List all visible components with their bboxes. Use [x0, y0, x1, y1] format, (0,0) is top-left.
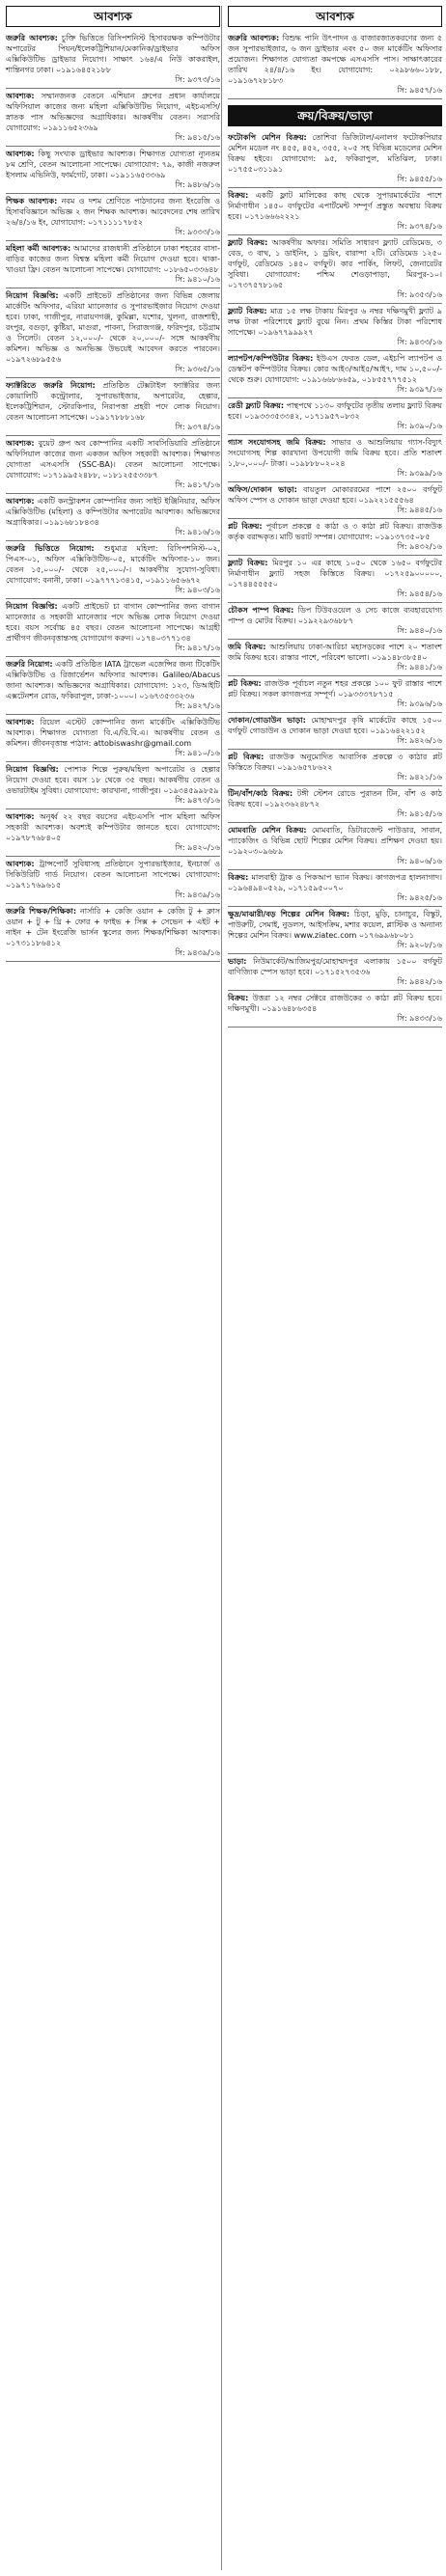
classified-ad	[6, 147, 220, 194]
ad-title: জরুরি শিক্ষক/শিক্ষিকা:	[6, 907, 77, 916]
classified-ad	[6, 715, 220, 762]
ad-body: অনূর্ধ্ব ২২ বছর বয়সের এইচএসসি পাস মহিলা অফিস সহকারী আবশ্যক। অবশ্যই কম্পিউটার জানতে হবে। যোগাযোগ: ০১৯৭৮৭৬৮৪০৫	[6, 812, 220, 842]
ad-reference: সি: ৯৪০৩/১৬	[175, 586, 220, 594]
classified-ad	[6, 89, 220, 147]
ad-reference: সি: ৯৪২৫/১৬	[397, 893, 442, 902]
classified-ad	[228, 398, 442, 435]
ad-reference: সি: ৯৩৭৩/১৬	[175, 75, 220, 84]
ad-title: বিক্রয়:	[228, 191, 249, 200]
ad-title: ফ্ল্যাট বিক্রয়:	[228, 238, 268, 247]
ad-body: সাভার ও আশুলিয়ায় গ্যাস-বিদ্যুৎ সংযোগসহ শিল্প কারখানা উপযোগী জমি বিক্রয় হবে। প্রতি শতাংশ ১,৮০,০০০/- টাকা। ০১৯৮৮৮০২০২৪	[228, 438, 442, 468]
ad-reference: সি: ৯৪৩৯/১৬	[175, 948, 220, 957]
classified-ad	[228, 31, 442, 99]
ad-body: কিছু সংখ্যক ড্রাইভার আবশ্যক। শিক্ষাগত যোগ্যতা ন্যূনতম ৮ম শ্রেণি, বেতন আলোচনা সাপেক্ষে। যোগাযোগ: ৭৯, কাজী নজরুল ইসলাম এভিনিউ, ফার্মগেট, ঢাকা। ০১৯১১৬৫৩৩৬৯	[6, 150, 220, 179]
ad-body: উত্তরা ১২ নম্বর সেক্টরে রাজউকের ৩ কাঠা প্লট বিক্রয় হবে। দক্ষিণমুখী। ০১৯১৬৪৮৬৩৫৪	[228, 994, 443, 1013]
column-divider	[221, 6, 222, 2570]
classified-ad	[228, 188, 442, 235]
ad-reference: সি: ৯৪১০/১৬	[175, 749, 220, 757]
classified-ad	[228, 870, 442, 907]
ad-reference: সি: ৯৪৫৭/১৬	[397, 86, 442, 95]
classified-ad	[228, 603, 442, 640]
ad-body: একটি কনস্ট্রাকশন কোম্পানির জন্য সাইট ইঞ্জিনিয়ার, অফিস এক্সিকিউটিভ (মহিলা) ও কম্পিউটার অপারেটর আবশ্যক। অভিজ্ঞদের অগ্রাধিকার। ০১৯১৬৮১৮৪৩৪	[6, 497, 221, 527]
ad-body: নার্সারি + কেজি ওয়ান + কেজি টু + ক্লাস ওয়ান + টু + থ্রি + ফোর + ফাইভ + সিক্স + সেভেন + এইট + নাইন + টেন ইংরেজি ভার্সন স্কুলের জন্য শিক্ষক/শিক্ষিকা আবশ্যক। ০১৭৩১১৮৬৪১২	[6, 907, 221, 947]
ad-title: আবশ্যক:	[6, 812, 35, 821]
ad-reference: সি: ৯৪১৫/১৬	[175, 133, 220, 142]
ad-reference: সি: ৯৪৪৫/১৬	[397, 506, 442, 514]
section-header-wanted-right: আবশ্যক	[228, 6, 442, 27]
right-column	[228, 6, 442, 1028]
ad-title: চৌকস পাম্প বিক্রয়:	[228, 606, 294, 615]
ad-title: ল্যাপটপ/কম্পিউটার বিক্রয়:	[228, 354, 314, 363]
classified-ad	[228, 556, 442, 603]
ad-title: জরুরি আবশ্যক:	[228, 34, 280, 42]
classified-ad	[6, 541, 220, 599]
ad-title: ফ্ল্যাট বিক্রয়:	[228, 559, 268, 567]
ad-title: আবশ্যক:	[6, 860, 35, 868]
ad-body: আশুলিয়ায় ঢাকা-আরিচা মহাসড়কের পাশে ২০ শতাংশ জমি বিক্রয় হবে। রাস্তার পাশে, পরিবেশ ভালো। ০১৯১৪৮৩৮৫৪০	[228, 643, 442, 662]
classified-ad	[228, 991, 442, 1028]
ad-reference: সি: ৯৪৫৫/১৬	[397, 175, 442, 183]
ad-body: সম্মানজনক বেতনে এশিয়ান গ্রুপের প্রধান কার্যালয়ে অফিসিয়াল কাজের জন্য মহিলা এক্সিকিউটিভ নিয়োগ, এইচএসসি/স্নাতক পাস অভিজ্ঞদের অগ্রাধিকার। আকর্ষণীয় বেতন। সরাসরি যোগাযোগ: ০১৯১১৬৫২৩৬৯	[6, 92, 220, 132]
ad-reference: সি: ৯৪৪১/১৬	[397, 663, 442, 671]
ad-title: আবশ্যক:	[6, 497, 35, 506]
ad-title: গ্যাস সংযোগসহ জমি বিক্রয়:	[228, 438, 326, 447]
ad-title: প্লট বিক্রয়:	[228, 522, 263, 531]
ad-body: রাজউক অনুমোদিত আবাসিক প্রকল্পে ৩ কাঠার প্লট কিস্তিতে বিক্রয়। ০১৯১৬৫৭৮৬২২	[228, 753, 442, 772]
ad-reference: সি: ৯৪৪০/১৬	[397, 626, 442, 635]
ad-title: আবশ্যক:	[6, 439, 35, 448]
classified-ad	[228, 304, 442, 351]
ad-title: আবশ্যক:	[6, 718, 35, 726]
classified-ad	[228, 519, 442, 556]
ad-reference: সি: ৯৪২৭/১৬	[175, 701, 220, 710]
ad-body: শুধুমাত্র মহিলা: রিসিপশনিস্ট-০২, পিএস-০১, অফিস এক্সিকিউটিভ-০৫, মার্কেটিং অফিসার-১০ জন। বেতন ১৫,০০০/- থেকে ২৫,০০০/-। আকর্ষণীয় সুযোগ-সুবিধা। যোগাযোগ: বনানী, ঢাকা। ০১৯৭৭৭১৩৪১৫, ০১৯১১৬৫৬৬৭২	[6, 544, 221, 585]
ad-reference: সি: ৯৪২১/১৬	[397, 773, 442, 781]
ad-reference: সি: ৯৩৯৯/১৬	[397, 469, 442, 478]
ad-title: ফটোকপি মেশিন বিক্রয়:	[228, 133, 307, 142]
ad-reference: সি: ৯৪১৭/১৬	[175, 644, 220, 652]
classified-ad	[228, 482, 442, 519]
classified-ad	[6, 288, 220, 378]
classified-ad	[228, 640, 442, 676]
ad-body: চিড়া, মুড়ি, চানাচুর, বিস্কুট, পাউরুটি, সেমাই, নুডলস, আইসক্রিম, মশার কয়েল, প্লাস্টিক ও অন্যান্য শিল্পের মেশিন বিক্রয়। www.ziatec.com ০১৭৬৯৯৬৮০৮১	[228, 910, 442, 940]
classified-ad	[228, 786, 442, 823]
ad-reference: সি: ৯২০৮/১৬	[397, 941, 442, 949]
ad-reference: সি: ৯৩৯৬/১৬	[397, 699, 442, 708]
ad-reference: সি: ৯৩৭৪/১৬	[397, 222, 442, 231]
ad-title: আবশ্যক:	[6, 92, 35, 100]
ad-body: মাত্র ১৫ লক্ষ টাকায় মিরপুর ৬ নম্বর দক্ষিণমুখী ফ্ল্যাট ৯ লক্ষ টাকা পরিশোধে ফ্ল্যাট বুঝে নিন। প্রথম কিস্তির টাকা পরিশোধ সাপেক্ষে। ০১৯৬৭৭৯৯৯২৭	[228, 307, 442, 337]
ad-body: তোশিবা ডিজিটাল/এনালগ ফটোকপিয়ার মেশিন মডেল নং ৪৫৫, ৪৫২, ৩৫৫, ২০৫ সহ বিভিন্ন মডেলের মেশিন বিক্রয় হইবে। যোগাযোগ: ৯৫, ফকিরাপুল, মতিঝিল, ঢাকা। ০১৭৫৫০৩১১৯১	[228, 133, 442, 174]
ad-title: জরুরি ভিত্তিতে নিয়োগ:	[6, 544, 95, 553]
classified-ad	[228, 907, 442, 954]
ad-reference: সি: ৯৪১৫/১৬	[397, 809, 442, 818]
ad-body: একটি প্রাইভেট প্রতিষ্ঠানের জন্য বিভিন্ন জেলায় মার্কেটিং অফিসার, এরিয়া ম্যানেজার ও সুপারভাইজার নিয়োগ দেওয়া হবে। ঢাকা, গাজীপুর, নারায়ণগঞ্জ, কুমিল্লা, যশোর, খুলনা, রাজশাহী, রংপুর, বগুড়া, কুষ্টিয়া, মাগুরা, পাবনা, সিরাজগঞ্জ, ফরিদপুর, চট্টগ্রাম ও সিলেট। বেতন ১২,০০০/- থেকে ২০,০০০/- সঙ্গে আকর্ষণীয় কমিশন। অভিজ্ঞ ও অনভিজ্ঞ উভয়েই আবেদন করতে পারবেন। ০১৯৭২৬৮৯৫৫৬	[6, 291, 220, 364]
ad-title: আবশ্যক:	[6, 150, 35, 158]
ad-reference: সি: ৯৪২০/১৬	[175, 843, 220, 852]
ad-body: বিশুদ্ধ পানি উৎপাদন ও বাজারজাতকরণের জন্য ৫ জন সুপারভাইজার, ৬ জন ড্রাইভার এবং ৫০ জন মার্কেটিং অফিসার প্রয়োজন। শিক্ষাগত যোগ্যতা কমপক্ষে এসএসসি পাস। সাক্ষাৎকারের তারিখ ২৪/৪/১৬ ইং। যোগাযোগ: ০২৯৮৬৬০১৮৮, ০১৯১৬৭২৮১৮৩	[228, 34, 443, 85]
ad-body: একটি প্রতিষ্ঠিত IATA ট্রাভেল এজেন্সির জন্য টিকেটিং এক্সিকিউটিভ ও রিজার্ভেশন অফিসার আবশ্যক। Galileo/Abacus জানা আবশ্যক। অভিজ্ঞদের অগ্রাধিকার। যোগাযোগ: ১২৩, ডিআইটি এক্সটেনশন রোড, ফকিরাপুল, ঢাকা-১০০০। ০১৬৭৩৫৩৩২৩৬	[6, 660, 220, 700]
ad-body: রাজউক পূর্বাচল নতুন শহর প্রকল্পে ১০০ ফুট রাস্তার পাশে প্লট বিক্রয়। সকল কাগজপত্র সম্পূর্ণ। ০১৯৩৩৩৭৮৭১৫	[228, 679, 442, 699]
ad-reference: সি: ৯৩৯০/১৬	[397, 422, 442, 430]
ad-reference: সি: ৯৩৯৭/১৬	[397, 385, 442, 394]
ad-title: নিয়োগ বিজ্ঞপ্তি:	[6, 602, 58, 611]
ad-body: চুক্তি ভিত্তিতে রিসিপশনিস্ট হিসাবরক্ষক কম্পিউটার অপারেটর পিয়ন/ইলেকট্রিশিয়ান/মেকানিক/ড্রাইভার অফিস এক্সিকিউটিভ ড্রাইভার নিয়োগ। সাক্ষাৎ ১৬৪/এ নিউ কাকরাইল, শান্তিনগর ঢাকা। ০১৯১৬৪৫২১৮৮	[6, 34, 221, 74]
ad-body: নিউমার্কেট/আজিমপুর/মোহাম্মদপুর এলাকায় ১৫০০ বর্গফুট বাণিজ্যিক স্পেস ভাড়া হবে। ০১৭১৫২৭৩৫৩৬	[228, 957, 442, 976]
right-ads-list-wanted	[228, 31, 442, 99]
ad-reference: সি: ৯৪১৬/১৬	[175, 528, 220, 536]
ad-reference: সি: ৯৪৫৪/১৬	[397, 589, 442, 598]
ad-reference: সি: ৯৩৭৪/১৬	[175, 423, 220, 431]
ad-reference: সি: ৯৪৩৩/১৬	[397, 338, 442, 346]
classified-ad	[228, 713, 442, 750]
ad-title: মোমবাতি মেশিন বিক্রয়:	[228, 826, 307, 835]
classified-ad	[228, 954, 442, 991]
ad-title: নিয়োগ বিজ্ঞপ্তি:	[6, 291, 59, 300]
ad-reference: সি: ৯৪০৬/১৬	[397, 857, 442, 865]
section-header-wanted: আবশ্যক	[6, 6, 220, 27]
ad-body: মালবাহী ট্রাক ও পিকআপ ভ্যান বিক্রয়। কাগজপত্র হালনাগাদ। ০১৯৬৪৯৪০৫২৯, ০১৭১৫৯৫০০৭০	[228, 873, 443, 892]
ad-body: টঙ্গী স্টেশন রোডে পুরাতন টিন, বাঁশ ও কাঠ বিক্রয় হবে। ০১৯২৩৬২৪৮৭২	[228, 789, 443, 808]
ad-body: ইউএস ফেরত ডেল, এইচপি ল্যাপটপ ও ডেস্কটপ কম্পিউটার বিক্রয়। কোর আই৩/আই৫/আই৭, দাম ১০,৫০০/- থেকে শুরু। যোগাযোগ: ০১৯১৬৬৮৬৬৫৯, ০১৮৫৫৭৭৭৫১২	[228, 354, 442, 384]
classified-ad	[228, 235, 442, 304]
left-column	[6, 6, 220, 962]
ad-title: ফ্ল্যাট বিক্রয়:	[228, 307, 267, 315]
ad-title: ভাড়া:	[228, 957, 247, 966]
left-ads-list	[6, 31, 220, 962]
ad-title: জরুরি নিয়োগ:	[6, 660, 53, 669]
ad-reference: সি: ৯৪৮৬/১৬	[175, 180, 220, 189]
ad-title: অফিস/দোকান ভাড়া:	[228, 485, 297, 494]
ad-title: ফ্যাক্টরিতে জরুরি নিয়োগ:	[6, 381, 96, 390]
ad-title: ক্ষুদ্র/মাঝারী/বড় শিল্পের মেশিন বিক্রয়:	[228, 910, 350, 918]
classified-ad	[6, 599, 220, 657]
section-header-buy-sell-rent: ক্রয়/বিক্রয়/ভাড়া	[228, 105, 442, 126]
ad-body: একটি ফ্লাট মালিকের কাছ থেকে সুপারমার্কেটের পাশে নির্মাণাধীন ১৪৫০ বর্গফুটের এপার্টমেন্ট সম্পূর্ণ প্রস্তুত অবস্থায় বিক্রয় হবে। ০১৭১৬৬৬২২২১	[228, 191, 442, 221]
classified-ad	[6, 241, 220, 288]
ad-reference: সি: ৯৪৪২/১৬	[397, 977, 442, 986]
classified-ad	[6, 762, 220, 809]
classified-ad	[228, 130, 442, 188]
ad-title: প্লট বিক্রয়:	[228, 679, 262, 688]
ad-reference: সি: ৯৪৩২/১৬	[397, 542, 442, 551]
ad-body: মোমবাতি, ডিটারজেন্ট পাউডার, সাবান, প্যাকেজিং ও বিভিন্ন ছোট শিল্পের মেশিন বিক্রয়। প্রশিক্ষণ দেওয়া হয়। ০১৯২০৩০৯৬৮৯	[228, 826, 443, 856]
classified-ad	[6, 809, 220, 857]
classified-ad	[228, 750, 442, 786]
ad-title: দোকান/গোডাউন ভাড়া:	[228, 716, 306, 725]
ad-title: জমি বিক্রয়:	[228, 643, 266, 651]
ad-title: রেডী ফ্ল্যাট বিক্রয়:	[228, 401, 285, 410]
ad-reference: সি: ৯৩৫৩/১৬	[397, 290, 442, 299]
ad-body: পূর্বাচল প্রকল্পে ৫ কাঠা ও ৩ কাঠা প্লট বিক্রয়। রাজউক কর্তৃক বরাদ্দকৃত। মাটি ভরাট সম্পন্ন। যোগাযোগ: ০১৯১৩৭৩৫০৮৫	[228, 522, 443, 541]
ad-reference: সি: ৯৪১৭/১৬	[175, 480, 220, 489]
ad-reference: সি: ৯৩৬৫/১৬	[175, 365, 220, 373]
classified-ad	[6, 31, 220, 89]
ad-body: আমাদের রাজধানী প্রতিষ্ঠানে ঢাকা শহরের বাসা-বাড়ির কাজের জন্য বিশ্বস্ত মহিলা কর্মী নিয়োগ দেওয়া হবে। থাকা-খাওয়া ফ্রি। বেতন আলোচনা সাপেক্ষে। যোগাযোগ: ০১৮৬৫০৩৩৬৪৮	[6, 244, 221, 274]
ad-body: আকর্ষণীয় অফার। সমিতি সাধারণ ফ্ল্যাট রেডিমেড, ৩ বেড, ৩ বাথ, ১ ডাইনিং, ১ ড্রয়িং, বারান্দা ২টি। রেডিমেড ১২৫০ বর্গফুট, রেডিমেড ১৪৫০ বর্গফুট। কার পার্কিং, লিফট, জেনারেটর সুবিধা। যোগাযোগ: পশ্চিম শেওড়াপাড়া, মিরপুর-১০। ০১৭৩৭৫৭৮১৬৫	[228, 238, 442, 289]
ad-body: ট্রান্সপোর্ট সুবিধাসহ প্রতিষ্ঠানে সুপারভাইজার, ইনচার্জ ও সিকিউরিটি গার্ড নিয়োগ। বেতন আলোচনা সাপেক্ষে। যোগাযোগ: ০১৯৭১৭৬৯৬১৫	[6, 860, 220, 890]
ad-title: বিক্রয়:	[228, 994, 249, 1002]
classified-ad	[228, 676, 442, 713]
right-ads-list-buy-sell	[228, 130, 442, 1028]
ad-body: পান্থপথে ১১৩০ বর্গফুটের তৃতীয় তলায় ফ্ল্যাট বিক্রয় হবে। ০১৯৩৩৩৫৩৩৪২, ০১৭১৯৫৭০৮৩২	[228, 401, 442, 421]
classified-ad	[6, 436, 220, 494]
classified-ad	[6, 657, 220, 715]
ad-reference: সি: ৯৪৩৩/১৬	[397, 1014, 442, 1023]
ad-body: প্রতিষ্ঠিত টেক্সটাইল ফ্যাক্টরির জন্য কোয়ালিটি কন্ট্রোলার, সুপারভাইজার, অপারেটর, হেল্পার, ইলেকট্রিশিয়ান, স্টোরকিপার, নিরাপত্তা প্রহরী পদে লোক নিয়োগ। বেতন আলোচনা সাপেক্ষে। ০১৯১৭৮৮৮১৬৮	[6, 381, 220, 422]
ad-title: মহিলা কর্মী আবশ্যক:	[6, 244, 71, 253]
ad-body: ডিপ টিউবওয়েল ও সেচ কাজে ব্যবহারযোগ্য পাম্প ও মোটর বিক্রয়। ০১৯২২৯৩৬৮৮৭	[228, 606, 443, 625]
ad-body: নবম ও দশম শ্রেণিতে পাঠদানের জন্য ইংরেজি ও হিসাববিজ্ঞানে অভিজ্ঞ ২ জন শিক্ষক আবশ্যক। আবেদনের শেষ তারিখ ২৬/৪/১৬ ইং, যোগাযোগ: ০১৭১১১১৭৮৫২	[6, 197, 220, 227]
classified-ad	[228, 351, 442, 398]
ad-title: নিয়োগ বিজ্ঞপ্তি:	[6, 765, 59, 774]
ad-title: শিক্ষক আবশ্যক:	[6, 197, 58, 206]
ad-title: প্লট বিক্রয়:	[228, 753, 265, 761]
ad-reference: সি: ৯৪১০/১৬	[175, 275, 220, 284]
classified-ad	[228, 823, 442, 870]
classified-ad	[228, 435, 442, 482]
ad-body: রিয়েল এস্টেট কোম্পানির জন্য মার্কেটিং এক্সিকিউটিভ আবশ্যক। শিক্ষাগত যোগ্যতা বি.এ/বি.বি.এ। আকর্ষণীয় বেতন ও কমিশন। জীবনবৃত্তান্ত পাঠান: attobiswashr@gmail.com	[6, 718, 221, 748]
ad-body: বায়তুল মোকাররমের পাশে ২৫০০ বর্গফুট অফিস স্পেস ও দোকান ভাড়া দেওয়া হবে। ০১৯২২১৫৫৫৬৪	[228, 485, 442, 505]
classified-ad	[6, 194, 220, 241]
ad-title: জরুরি আবশ্যক:	[6, 34, 58, 42]
ad-reference: সি: ৯৩৩৩/১৬	[175, 228, 220, 236]
ad-reference: সি: ৯৪২৬/১৬	[397, 736, 442, 745]
classified-ad	[6, 857, 220, 904]
ad-body: একটি প্রাইভেট চা বাগান কোম্পানির জন্য বাগান ম্যানেজার ও সহকারী ম্যানেজার পদে অভিজ্ঞ লোক নিয়োগ দেওয়া হবে। বয়স সর্বোচ্চ ৪৫ বছর। বেতন আলোচনা সাপেক্ষে। আগ্রহী প্রার্থীগণ জীবনবৃত্তান্তসহ যোগাযোগ করুন। ০১৭৪০৩৭৭১৩৪	[6, 602, 220, 643]
ad-title: টিন/বাঁশ/কাঠ বিক্রয়:	[228, 789, 293, 798]
classified-ad	[6, 494, 220, 541]
ad-body: মোহাম্মদপুর কৃষি মার্কেটের কাছে ১৫০০ বর্গফুট গোডাউন ও দোকান ভাড়া দেওয়া হবে। ০১৯১৬৪২২১৫২	[228, 716, 442, 735]
classified-ad	[6, 378, 220, 436]
ad-title: বিক্রয়:	[228, 873, 249, 882]
classified-ad	[6, 904, 220, 962]
ad-reference: সি: ৯৪৭৩/১৬	[175, 796, 220, 805]
ad-body: মিরপুর ১০ এর কাছে ১০৫০ থেকে ১৬৫০ বর্গফুটের নির্মাণাধীন ফ্ল্যাট সহজ কিস্তিতে বিক্রয়। ০১৭২৫৯০০০০০, ০১৭৪৪৫৫৫৫০	[228, 559, 443, 589]
ad-body: বুয়েট গ্রুপ অব কোম্পানির একটি সাবসিডিয়ারি প্রতিষ্ঠানে অফিসিয়াল কাজের জন্য একজন অফিস সহকারী আবশ্যক। শিক্ষাগত যোগ্যতা এসএসসি (SSC-BA)। বেতন আলোচনা সাপেক্ষে। যোগাযোগ: ০১৭১৯৯৫২৪৮৮, ০১৮১২৫৫৩৩৮৭	[6, 439, 220, 480]
ad-reference: সি: ৯৪৩৯/১৬	[175, 891, 220, 899]
ad-body: পোশাক শিল্পে পুরুষ/মহিলা অপারেটর ও হেল্পার নিয়োগ দেওয়া হবে। বয়স ১৮ থেকে ৩৫ বছর। আকর্ষণীয় বেতন ও ওভারটাইম সুবিধা। যোগাযোগ: কারখানা, গাজীপুর। ০১৯৩৪৫৯৯৮৫৯	[6, 765, 220, 795]
